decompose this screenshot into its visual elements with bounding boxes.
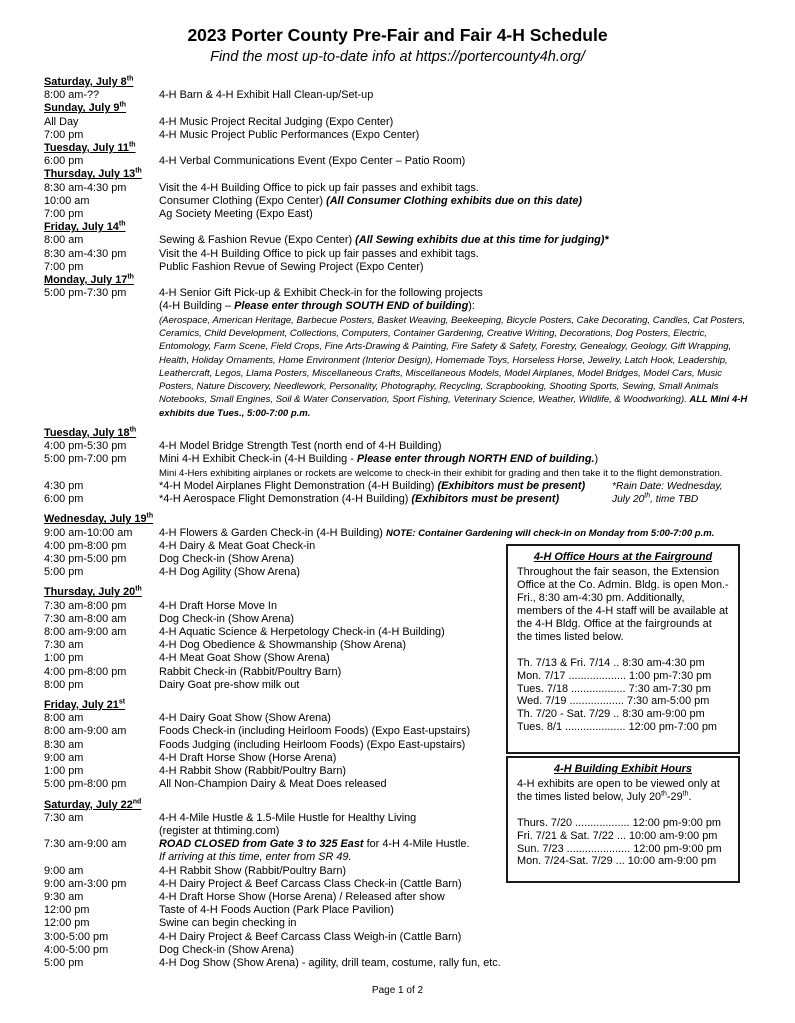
time-cell: 7:00 pm xyxy=(44,208,84,221)
time-cell xyxy=(44,851,159,864)
schedule-row xyxy=(44,931,756,944)
page-header xyxy=(0,25,795,65)
schedule-row xyxy=(44,440,756,453)
day-heading xyxy=(44,102,756,115)
schedule-row xyxy=(44,129,756,142)
ordinal-superscript: st xyxy=(118,698,126,706)
time-cell: 4:00 pm-8:00 pm xyxy=(44,539,127,552)
event-description xyxy=(159,155,756,168)
schedule-row xyxy=(44,116,756,129)
text-segment: -29 xyxy=(666,791,683,803)
event-description xyxy=(159,195,756,208)
event-description xyxy=(159,917,756,930)
time-cell: 3:00-5:00 pm xyxy=(44,930,109,943)
exhibit-hours-box-body xyxy=(517,778,729,804)
event-description xyxy=(159,527,756,540)
time-cell xyxy=(44,314,159,420)
text-segment: Please enter through NORTH END of building. xyxy=(356,453,595,466)
time-cell: 4:30 pm xyxy=(44,479,84,492)
schedule-row xyxy=(44,208,756,221)
ordinal-superscript: th xyxy=(128,141,136,149)
text-segment: Friday, July 14 xyxy=(44,221,119,234)
schedule-row xyxy=(44,300,756,313)
day-section xyxy=(44,274,756,420)
ordinal-superscript: th xyxy=(661,790,667,798)
text-segment: 4-H Barn & 4-H Exhibit Hall Clean-up/Set-up xyxy=(159,89,374,102)
time-cell: 8:00 am-9:00 am xyxy=(44,626,127,639)
text-segment: July 20 xyxy=(612,494,645,506)
text-segment: 4-H Draft Horse Show (Horse Arena) / Released after show xyxy=(159,890,445,903)
schedule-row xyxy=(44,195,756,208)
text-segment: 4-H Rabbit Show (Rabbit/Poultry Barn) xyxy=(159,765,347,778)
text-segment: 4-H Rabbit Show (Rabbit/Poultry Barn) xyxy=(159,864,347,877)
text-segment: Tuesday, July 11 xyxy=(44,142,129,155)
ordinal-superscript: th xyxy=(127,273,134,281)
time-cell: 4:00 pm-5:30 pm xyxy=(44,440,127,453)
text-segment: 4-H Dairy Project & Beef Carcass Class Weigh-in (Cattle Barn) xyxy=(159,930,462,943)
time-cell: 6:00 pm xyxy=(44,493,84,506)
text-segment: Monday, July 17 xyxy=(44,274,128,287)
page-subtitle: Find the most up-to-date info at https://portercounty4h.org/ xyxy=(210,49,585,65)
event-description xyxy=(159,467,756,480)
schedule-row xyxy=(44,917,756,930)
time-cell: 7:00 pm xyxy=(44,128,84,141)
time-cell: 7:30 am-8:00 am xyxy=(44,612,127,625)
time-cell xyxy=(44,825,159,838)
ordinal-superscript: th xyxy=(135,167,142,175)
text-segment: Foods Judging (including Heirloom Foods) (Expo East-upstairs) xyxy=(159,738,466,751)
text-segment: 4-H Dog Obedience & Showmanship (Show Arena) xyxy=(159,639,406,652)
text-segment: 4-H Draft Horse Move In xyxy=(159,599,278,612)
text-segment: Tuesday, July 18 xyxy=(44,427,130,440)
exhibit-hours-list xyxy=(517,817,729,868)
exhibit-hours-box xyxy=(506,756,740,883)
event-description xyxy=(159,129,756,142)
event-description xyxy=(159,208,756,221)
text-segment: Dog Check-in (Show Arena) xyxy=(159,943,294,956)
text-segment: (All Consumer Clothing exhibits due on this date) xyxy=(326,194,582,207)
rain-date-note xyxy=(612,480,723,493)
office-hours-box-body: Throughout the fair season, the Extension Office at the Co. Admin. Bldg. is open Mon.-Fri., 8:30 am-4:30 pm. Additionally, members of the 4-H staff will be available at the 4-H Bldg. Office at the fairgrounds at the times listed below. xyxy=(517,566,729,643)
day-heading xyxy=(44,427,756,440)
event-description xyxy=(159,931,756,944)
text-segment: ROAD CLOSED from Gate 3 to 325 East xyxy=(159,838,364,851)
page-title: 2023 Porter County Pre-Fair and Fair 4-H Schedule xyxy=(187,25,608,45)
time-cell: 5:00 pm xyxy=(44,566,84,579)
text-segment: 4-H Dairy & Meat Goat Check-in xyxy=(159,539,316,552)
schedule-row xyxy=(44,480,756,493)
ordinal-superscript: th xyxy=(135,585,142,593)
time-cell: 8:30 am xyxy=(44,738,84,751)
text-segment: Sewing & Fashion Revue (Expo Center) xyxy=(159,234,356,247)
schedule-row xyxy=(44,467,756,480)
time-cell: 5:00 pm-8:00 pm xyxy=(44,778,127,791)
text-segment: (4-H Building – xyxy=(159,300,235,313)
rain-date-note xyxy=(612,493,698,506)
ordinal-superscript: th xyxy=(146,512,154,520)
text-segment: 4-H Dog Show (Show Arena) - agility, drill team, costume, rally fun, etc. xyxy=(159,956,501,969)
exhibit-hours-line: Mon. 7/24-Sat. 7/29 ... 10:00 am-9:00 pm xyxy=(517,855,717,868)
time-cell: 5:00 pm xyxy=(44,956,84,969)
exhibit-hours-box-title: 4-H Building Exhibit Hours xyxy=(554,763,692,775)
event-description xyxy=(159,944,756,957)
text-segment: 4-H Draft Horse Show (Horse Arena) xyxy=(159,751,337,764)
day-heading xyxy=(44,142,756,155)
text-segment: Please enter through SOUTH END of building xyxy=(234,300,469,313)
event-description xyxy=(159,261,756,274)
event-description xyxy=(159,116,756,129)
office-hours-line: Wed. 7/19 .................. 7:30 am-5:00 pm xyxy=(517,695,710,708)
schedule-row xyxy=(44,904,756,917)
event-description xyxy=(159,300,756,313)
text-segment: 4-H exhibits are open to be viewed only at the times listed below, July 20 xyxy=(517,778,720,803)
exhibit-hours-line: Thurs. 7/20 .................. 12:00 pm-9:00 pm xyxy=(517,817,721,829)
day-section xyxy=(44,142,756,168)
text-segment: 4-H Flowers & Garden Check-in (4-H Building) xyxy=(159,526,386,539)
text-segment: 4-H 4-Mile Hustle & 1.5-Mile Hustle for Healthy Living xyxy=(159,811,417,824)
event-description xyxy=(159,234,756,247)
day-heading xyxy=(44,221,756,234)
time-cell: 1:00 pm xyxy=(44,652,84,665)
office-hours-line: Th. 7/13 & Fri. 7/14 .. 8:30 am-4:30 pm xyxy=(517,657,705,669)
text-segment: 4-H Music Project Recital Judging (Expo Center) xyxy=(159,115,394,128)
text-segment: (All Sewing exhibits due at this time for judging)* xyxy=(355,234,609,247)
schedule-row xyxy=(44,261,756,274)
schedule-row xyxy=(44,493,756,506)
time-cell: 12:00 pm xyxy=(44,904,90,917)
text-segment: Visit the 4-H Building Office to pick up fair passes and exhibit tags. xyxy=(159,247,479,260)
office-hours-list xyxy=(517,657,729,734)
schedule-row xyxy=(44,287,756,300)
day-section xyxy=(44,102,756,142)
schedule-row xyxy=(44,314,756,420)
time-cell: 9:00 am xyxy=(44,751,84,764)
office-hours-line: Tues. 7/18 .................. 7:30 am-7:30 pm xyxy=(517,682,711,695)
ordinal-superscript: th xyxy=(118,220,126,228)
text-segment: *Rain Date: Wednesday, xyxy=(612,480,723,492)
text-segment: 4-H Dairy Project & Beef Carcass Class Check-in (Cattle Barn) xyxy=(159,877,462,890)
time-cell: 7:30 am xyxy=(44,811,84,824)
time-cell: 10:00 am xyxy=(44,194,90,207)
event-description xyxy=(159,314,756,420)
schedule-row xyxy=(44,944,756,957)
time-cell: 8:00 am-?? xyxy=(44,89,100,102)
time-cell: 4:30 pm-5:00 pm xyxy=(44,553,127,566)
time-cell xyxy=(44,300,159,313)
schedule-row xyxy=(44,182,756,195)
time-cell: 9:30 am xyxy=(44,890,84,903)
text-segment: Consumer Clothing (Expo Center) xyxy=(159,194,327,207)
text-segment: (Aerospace, American Heritage, Barbecue Posters, Basket Weaving, Beekeeping, Bicycle Posters, Cake Decorating, Candles, Cat Posters, Ceramics, Child Development, Collections, Computers, Container Gardening, Creative Writing, Decorations, Dog Posters, Electric, Entomology, Farm Scene, Field Crops, Fine Arts-Drawing & Painting, Fire Safety & Safety, Forestry, Genealogy, Geology, Gift Wrapping, Health, Holiday Ornaments, Home Environment (Interior Design), Homemade Toys, Horseless Horse, Jewelry, Latch Hook, Leadership, Leathercraft, Legos, Llama Posters, Miscellaneous Crafts, Miscellaneous Models, Model Airplanes, Model Bridges, Model Cars, Music Posters, Nature Discovery, Needlework, Personality, Photography, Recycling, Scrapbooking, Shooting Sports, Sewing, Small Animals Notebooks, Small Engines, Soil & Water Conservation, Sport Fishing, Veterinary Science, Weather, Wildlife, & Woodworking). xyxy=(159,314,746,406)
text-segment: Sunday, July 9 xyxy=(44,102,120,115)
schedule-row xyxy=(44,155,756,168)
text-segment: (Exhibitors must be present) xyxy=(411,493,560,506)
event-description xyxy=(159,904,756,917)
schedule-row xyxy=(44,248,756,261)
text-segment: ) xyxy=(594,453,599,466)
schedule-row xyxy=(44,891,756,904)
text-segment: 4-H Aquatic Science & Herpetology Check-in (4-H Building) xyxy=(159,626,445,639)
time-cell: 7:30 am-9:00 am xyxy=(44,838,127,851)
office-hours-line: Tues. 8/1 .................... 12:00 pm-7:00 pm xyxy=(517,720,717,733)
time-cell: 8:00 am xyxy=(44,712,84,725)
text-segment: Foods Check-in (including Heirloom Foods) (Expo East-upstairs) xyxy=(159,725,471,738)
day-section xyxy=(44,427,756,506)
text-segment: 4-H Verbal Communications Event (Expo Center – Patio Room) xyxy=(159,155,466,168)
text-segment: Saturday, July 8 xyxy=(44,76,127,88)
time-cell: 7:30 am xyxy=(44,639,84,652)
time-cell: 8:00 pm xyxy=(44,678,84,691)
event-description xyxy=(159,891,756,904)
text-segment: 4-H Meat Goat Show (Show Arena) xyxy=(159,652,330,665)
time-cell: 1:00 pm xyxy=(44,765,84,778)
time-cell: 8:30 am-4:30 pm xyxy=(44,247,127,260)
text-segment: Dog Check-in (Show Arena) xyxy=(159,553,294,566)
text-segment: Mini 4-H Exhibit Check-in (4-H Building - xyxy=(159,453,357,466)
text-segment: Mini 4-Hers exhibiting airplanes or rockets are welcome to check-in their exhibit for grading and then take it to the flight demonstration. xyxy=(159,467,723,479)
time-cell: 4:00 pm-8:00 pm xyxy=(44,665,127,678)
event-description xyxy=(159,89,756,102)
office-hours-line: Mon. 7/17 ................... 1:00 pm-7:30 pm xyxy=(517,669,712,682)
text-segment: . xyxy=(688,791,692,803)
time-cell: 6:00 pm xyxy=(44,155,84,168)
schedule-row xyxy=(44,957,756,970)
text-segment: 4-H Model Bridge Strength Test (north end of 4-H Building) xyxy=(159,440,442,453)
time-cell: 5:00 pm-7:30 pm xyxy=(44,287,127,300)
text-segment: Visit the 4-H Building Office to pick up fair passes and exhibit tags. xyxy=(159,181,479,194)
text-segment: for 4-H 4-Mile Hustle. xyxy=(363,838,470,851)
text-segment: ): xyxy=(468,300,475,313)
text-segment: 4-H Senior Gift Pick-up & Exhibit Check-in for the following projects xyxy=(159,287,483,300)
text-segment: *4-H Aerospace Flight Demonstration (4-H Building) xyxy=(159,493,412,506)
text-segment: Swine can begin checking in xyxy=(159,917,297,930)
time-cell: 9:00 am-10:00 am xyxy=(44,526,133,539)
text-segment: All Non-Champion Dairy & Meat Does released xyxy=(159,778,387,791)
time-cell: 8:00 am xyxy=(44,234,84,247)
event-description xyxy=(159,440,756,453)
exhibit-hours-line: Fri. 7/21 & Sat. 7/22 ... 10:00 am-9:00 pm xyxy=(517,829,718,842)
time-cell: 8:30 am-4:30 pm xyxy=(44,181,127,194)
ordinal-superscript: th xyxy=(126,75,134,83)
text-segment: Rabbit Check-in (Rabbit/Poultry Barn) xyxy=(159,665,342,678)
schedule-row xyxy=(44,453,756,466)
text-segment: NOTE: Container Gardening will check-in on Monday from 5:00-7:00 p.m. xyxy=(385,527,715,539)
time-cell: 9:00 am xyxy=(44,864,84,877)
day-heading xyxy=(44,513,756,526)
day-section xyxy=(44,76,756,102)
page-number: Page 1 of 2 xyxy=(371,985,424,996)
ordinal-superscript: th xyxy=(644,492,651,500)
schedule-row xyxy=(44,234,756,247)
event-description xyxy=(159,453,756,466)
text-segment: Friday, July 21 xyxy=(44,699,119,712)
day-section xyxy=(44,168,756,221)
time-cell: 5:00 pm-7:00 pm xyxy=(44,453,127,466)
ordinal-superscript: th xyxy=(129,426,137,434)
day-heading xyxy=(44,274,756,287)
text-segment: If arriving at this time, enter from SR 49. xyxy=(159,851,352,864)
text-segment: (Exhibitors must be present) xyxy=(437,479,586,492)
time-cell xyxy=(44,467,159,480)
event-description xyxy=(159,287,756,300)
event-description xyxy=(159,957,756,970)
office-hours-line: Th. 7/20 - Sat. 7/29 .. 8:30 am-9:00 pm xyxy=(517,708,705,721)
ordinal-superscript: th xyxy=(119,101,127,109)
schedule-row xyxy=(44,527,756,540)
text-segment: *4-H Model Airplanes Flight Demonstration (4-H Building) xyxy=(159,479,438,492)
time-cell: All Day xyxy=(44,115,79,128)
text-segment: Thursday, July 20 xyxy=(44,586,136,599)
text-segment: Saturday, July 22 xyxy=(44,798,133,811)
time-cell: 7:00 pm xyxy=(44,260,84,273)
text-segment: Thursday, July 13 xyxy=(44,168,136,181)
text-segment: 4-H Music Project Public Performances (Expo Center) xyxy=(159,128,420,141)
day-heading xyxy=(44,168,756,181)
time-cell: 12:00 pm xyxy=(44,917,90,930)
time-cell: 9:00 am-3:00 pm xyxy=(44,877,127,890)
schedule-row xyxy=(44,89,756,102)
text-segment: Dog Check-in (Show Arena) xyxy=(159,612,294,625)
exhibit-hours-line: Sun. 7/23 ..................... 12:00 pm-9:00 pm xyxy=(517,842,722,855)
text-segment: (register at thtiming.com) xyxy=(159,824,280,837)
ordinal-superscript: th xyxy=(682,790,689,798)
event-description xyxy=(159,182,756,195)
text-segment: Wednesday, July 19 xyxy=(44,513,147,526)
text-segment: Public Fashion Revue of Sewing Project (Expo Center) xyxy=(159,260,424,273)
time-cell: 7:30 am-8:00 pm xyxy=(44,599,127,612)
text-segment: 4-H Dog Agility (Show Arena) xyxy=(159,566,301,579)
text-segment: 4-H Dairy Goat Show (Show Arena) xyxy=(159,712,331,725)
text-segment: , time TBD xyxy=(650,494,699,506)
day-heading xyxy=(44,76,756,89)
office-hours-box-title: 4-H Office Hours at the Fairground xyxy=(533,551,713,563)
event-description xyxy=(159,248,756,261)
ordinal-superscript: nd xyxy=(132,797,142,805)
office-hours-box xyxy=(506,544,740,754)
day-section xyxy=(44,221,756,274)
text-segment: ALL Mini 4-H exhibits due Tues., 5:00-7:00 p.m. xyxy=(159,394,748,419)
text-segment: Dairy Goat pre-show milk out xyxy=(159,678,300,691)
time-cell: 8:00 am-9:00 am xyxy=(44,725,127,738)
text-segment: Ag Society Meeting (Expo East) xyxy=(159,208,313,221)
text-segment: Taste of 4-H Foods Auction (Park Place Pavilion) xyxy=(159,904,394,917)
time-cell: 4:00-5:00 pm xyxy=(44,943,109,956)
